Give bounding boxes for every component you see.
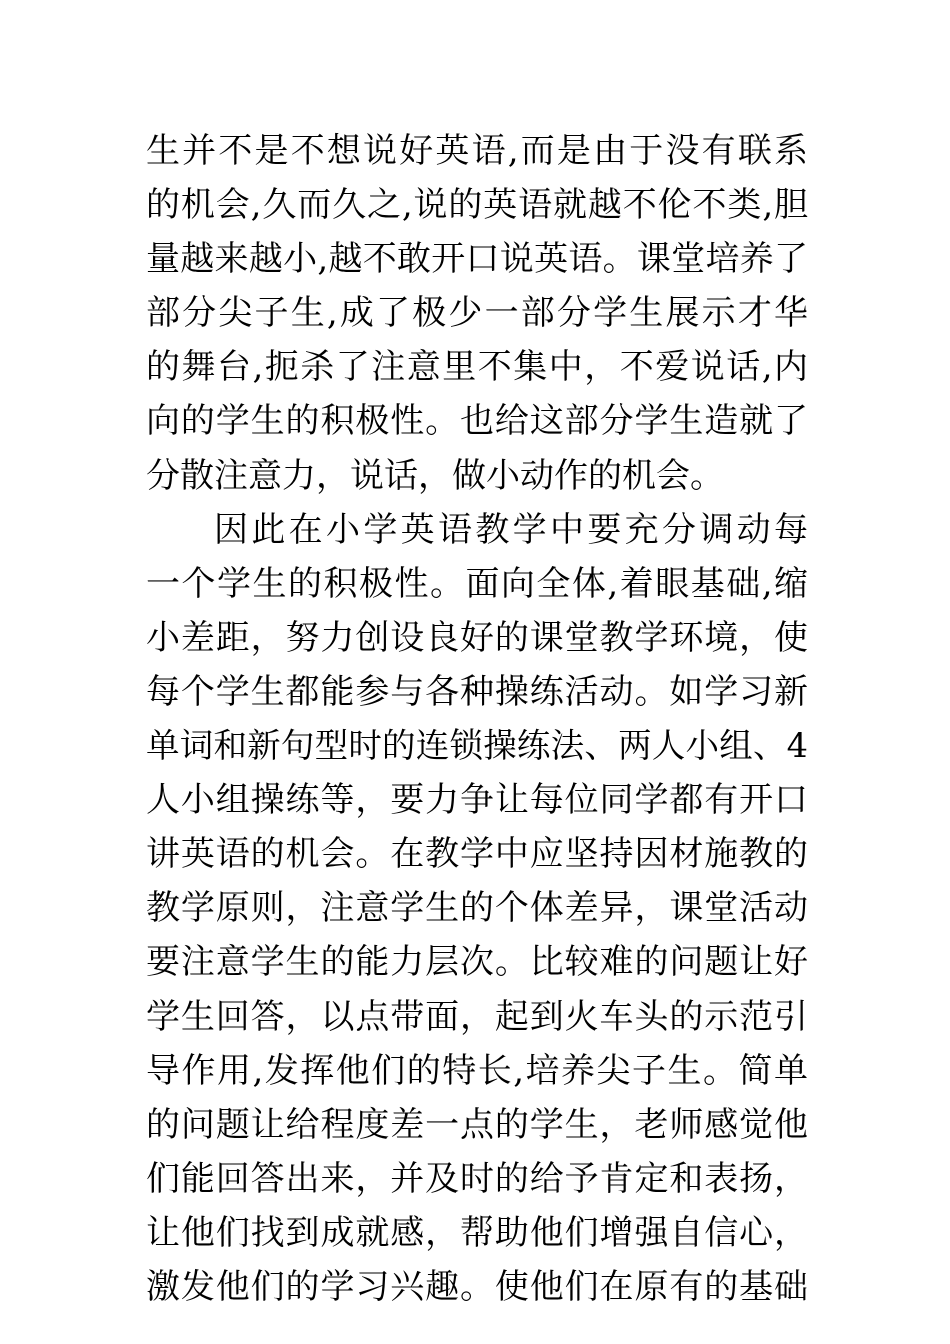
paragraph-first-line: 因此在小学英语教学中要充分调动每 [214,509,808,550]
text-line: 教学原则，注意学生的个体差异，课堂活动 [146,888,808,929]
text-line: 向的学生的积极性。也给这部分学生造就了 [146,401,808,442]
text-line: 生并不是不想说好英语,而是由于没有联系 [146,131,808,171]
text-line: 小差距，努力创设良好的课堂教学环境，使 [146,617,808,658]
text-line: 的问题让给程度差一点的学生，老师感觉他 [146,1104,808,1145]
text-line: 量越来越小,越不敢开口说英语。课堂培养了 [146,239,808,280]
text-line: 让他们找到成就感，帮助他们增强自信心， [146,1212,808,1253]
text-line: 导作用,发挥他们的特长,培养尖子生。简单 [146,1050,808,1091]
text-line: 要注意学生的能力层次。比较难的问题让好 [146,942,808,983]
text-line: 每个学生都能参与各种操练活动。如学习新 [146,671,808,712]
paragraph-last-line: 分散注意力，说话，做小动作的机会。 [146,455,724,496]
text-line: 们能回答出来，并及时的给予肯定和表扬， [146,1158,808,1199]
text-line: 一个学生的积极性。面向全体,着眼基础,缩 [146,563,808,604]
text-line: 部分尖子生,成了极少一部分学生展示才华 [146,293,808,334]
body-text [146,124,808,1314]
text-line: 人小组操练等，要力争让每位同学都有开口 [146,780,808,821]
text-line: 单词和新句型时的连锁操练法、两人小组、4 [146,726,808,766]
text-line: 激发他们的学习兴趣。使他们在原有的基础 [146,1266,808,1307]
text-line: 讲英语的机会。在教学中应坚持因材施教的 [146,834,808,875]
text-line: 的机会,久而久之,说的英语就越不伦不类,胆 [146,185,808,226]
text-line: 学生回答，以点带面，起到火车头的示范引 [146,996,808,1037]
text-line: 的舞台,扼杀了注意里不集中，不爱说话,内 [146,347,808,388]
